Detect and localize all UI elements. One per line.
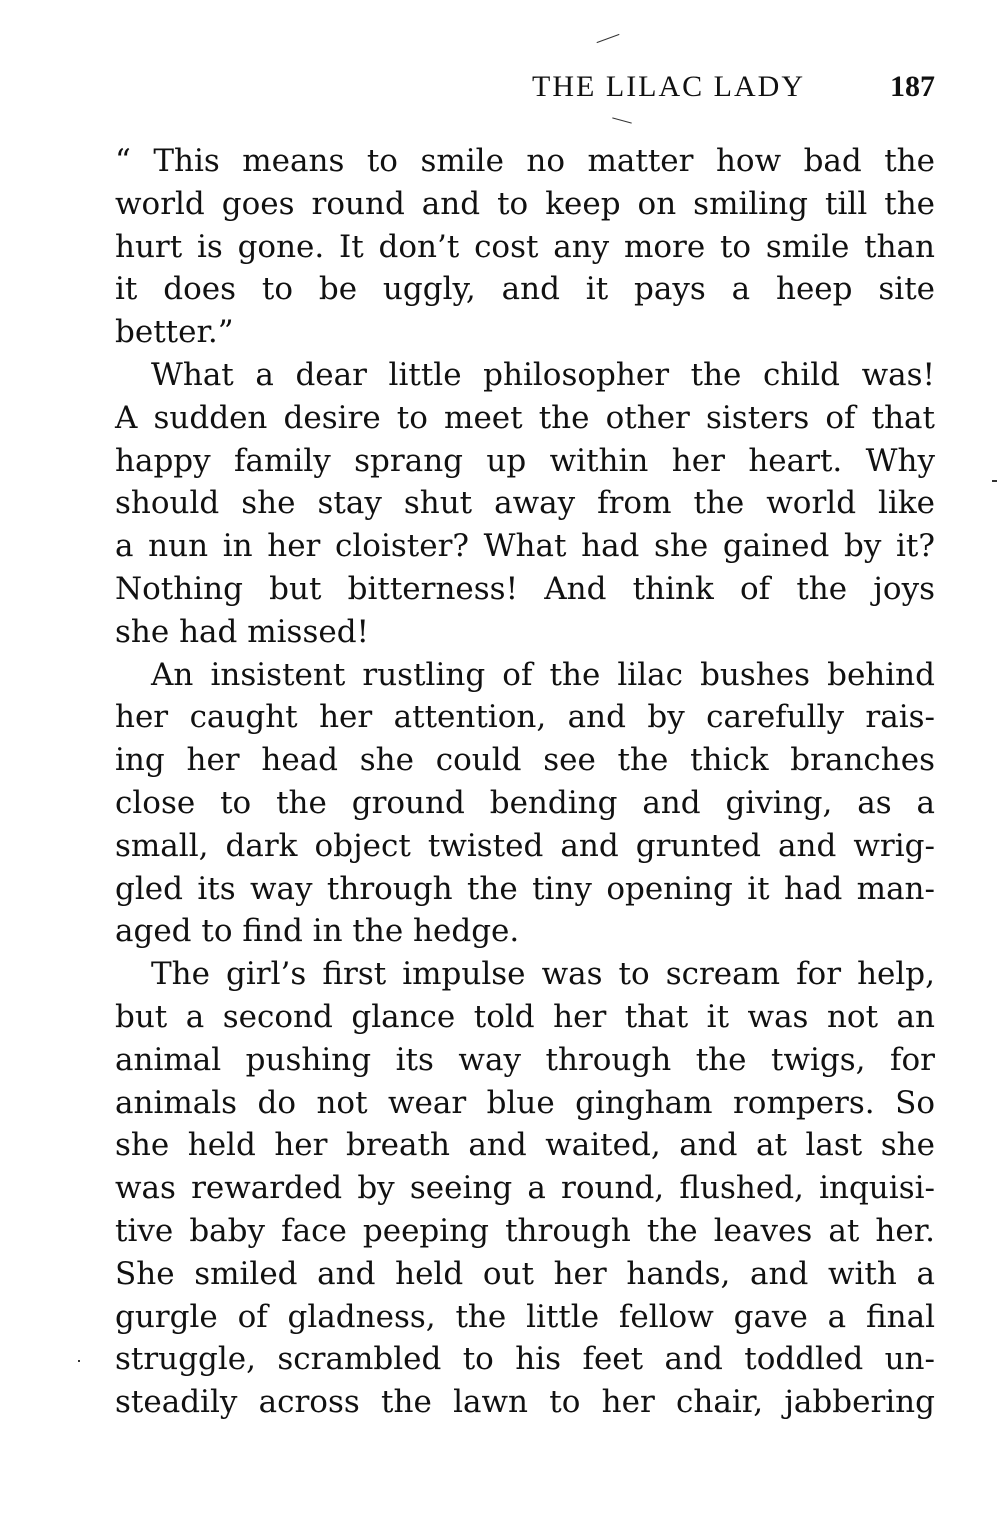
text-line: aged to find in the hedge. xyxy=(115,913,520,950)
text-line: close to the ground bending and giving, as a xyxy=(115,784,935,821)
scan-mark xyxy=(78,1360,80,1362)
text-line: tive baby face peeping through the leaves at her. xyxy=(115,1212,935,1249)
text-line: “ This means to smile no matter how bad the xyxy=(115,143,935,179)
running-title: THE LILAC LADY xyxy=(532,70,805,103)
text-line: hurt is gone. It don’t cost any more to smile than xyxy=(115,228,935,265)
body-text xyxy=(115,140,935,1424)
text-line: The girl’s first impulse was to scream for help, xyxy=(151,956,935,993)
text-line: she had missed! xyxy=(115,613,369,650)
text-line: Nothing but bitterness! And think of the joys xyxy=(115,570,935,607)
text-line: A sudden desire to meet the other sisters of that xyxy=(115,399,935,436)
text-line: she held her breath and waited, and at last she xyxy=(115,1127,935,1164)
text-line: happy family sprang up within her heart. Why xyxy=(115,442,935,479)
book-page xyxy=(115,0,935,1522)
text-line: was rewarded by seeing a round, flushed, inquisi- xyxy=(115,1170,935,1207)
text-line: small, dark object twisted and grunted and wrig- xyxy=(115,827,935,864)
page-header xyxy=(115,70,935,110)
text-line: world goes round and to keep on smiling till the xyxy=(115,185,935,222)
text-line: gled its way through the tiny opening it had man- xyxy=(115,870,935,907)
text-line: struggle, scrambled to his feet and toddled un- xyxy=(115,1341,935,1378)
text-line: She smiled and held out her hands, and with a xyxy=(115,1255,935,1292)
text-line: better.” xyxy=(115,314,234,351)
text-line: ing her head she could see the thick branches xyxy=(115,742,935,779)
text-line: gurgle of gladness, the little fellow gave a final xyxy=(115,1298,935,1335)
text-line: it does to be uggly, and it pays a heep site xyxy=(115,271,935,308)
text-line: her caught her attention, and by carefully rais- xyxy=(115,699,935,736)
page-number: 187 xyxy=(890,70,935,103)
text-line: animal pushing its way through the twigs, for xyxy=(115,1041,935,1078)
text-line: a nun in her cloister? What had she gained by it? xyxy=(115,528,935,565)
text-line: but a second glance told her that it was not an xyxy=(115,998,935,1035)
text-line: steadily across the lawn to her chair, jabbering xyxy=(115,1384,935,1421)
scan-mark xyxy=(992,480,997,482)
text-line: What a dear little philosopher the child was! xyxy=(151,356,935,393)
text-line: An insistent rustling of the lilac bushes behind xyxy=(151,656,935,693)
text-line: animals do not wear blue gingham rompers. So xyxy=(115,1084,935,1121)
text-line: should she stay shut away from the world like xyxy=(115,485,935,522)
